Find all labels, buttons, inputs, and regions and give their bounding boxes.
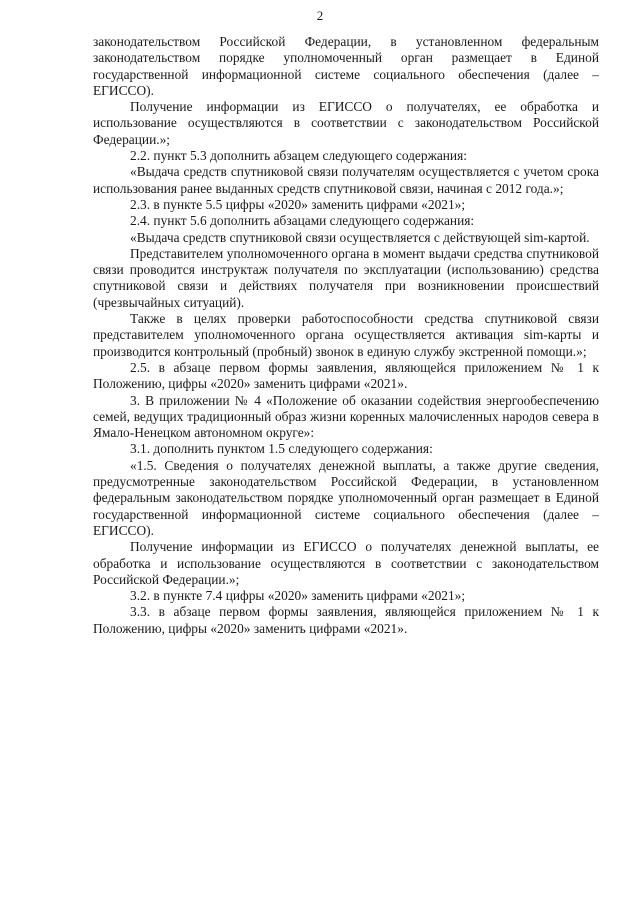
paragraph: Также в целях проверки работоспособности средства спутниковой связи представителем уполномоченного органа осуществляется активация sim-карты и производится контрольный (пробный) звонок в единую службу экстренной помощи.»; (93, 311, 599, 359)
paragraph: 3.3. в абзаце первом формы заявления, являющейся приложением № 1 к Положению, цифры «2020» заменить цифрами «2021». (93, 604, 599, 636)
page-number: 2 (316, 8, 324, 23)
paragraph: Получение информации из ЕГИССО о получателях денежной выплаты, ее обработка и использование осуществляются в соответствии с законодательством Российской Федерации.»; (93, 539, 599, 587)
paragraph: «1.5. Сведения о получателях денежной выплаты, а также другие сведения, предусмотренные законодательством Российской Федерации, в установленном федеральным законодательством порядке уполномоченный орган размещает в Единой государственной информационной системе социального обеспечения (далее – ЕГИССО). (93, 457, 599, 538)
paragraph: 3. В приложении № 4 «Положение об оказании содействия энергообеспечению семей, ведущих традиционный образ жизни коренных малочисленных народов севера в Ямало-Ненецком автономном округе»: (93, 392, 599, 441)
paragraph-continuation: законодательством Российской Федерации, в установленном федеральным законодательством порядке уполномоченный орган размещает в Единой государственной информационной системе социального обеспечения (далее – ЕГИССО). (93, 34, 599, 98)
paragraph: 2.5. в абзаце первом формы заявления, являющейся приложением № 1 к Положению, цифры «2020» заменить цифрами «2021». (93, 359, 599, 392)
paragraph: 2.3. в пункте 5.5 цифры «2020» заменить цифрами «2021»; (130, 196, 466, 212)
paragraph: «Выдача средств спутниковой связи получателям осуществляется с учетом срока использования ранее выданных средств спутниковой связи, начиная с 2012 года.»; (93, 164, 599, 196)
paragraph: 3.1. дополнить пунктом 1.5 следующего содержания: (130, 441, 433, 457)
paragraph: Представителем уполномоченного органа в момент выдачи средства спутниковой связи проводится инструктаж получателя по эксплуатации (использованию) средства спутниковой связи и действиях получателя при возникновении происшествий (чрезвычайных ситуаций). (93, 245, 599, 310)
document-body (93, 34, 599, 637)
paragraph: «Выдача средств спутниковой связи осуществляется с действующей sim-картой. (130, 229, 590, 245)
paragraph: Получение информации из ЕГИССО о получателях, ее обработка и использование осуществляются в соответствии с законодательством Российской Федерации.»; (93, 99, 599, 147)
paragraph: 3.2. в пункте 7.4 цифры «2020» заменить цифрами «2021»; (130, 588, 466, 604)
paragraph: 2.4. пункт 5.6 дополнить абзацами следующего содержания: (130, 213, 475, 229)
paragraph: 2.2. пункт 5.3 дополнить абзацем следующего содержания: (130, 148, 467, 164)
